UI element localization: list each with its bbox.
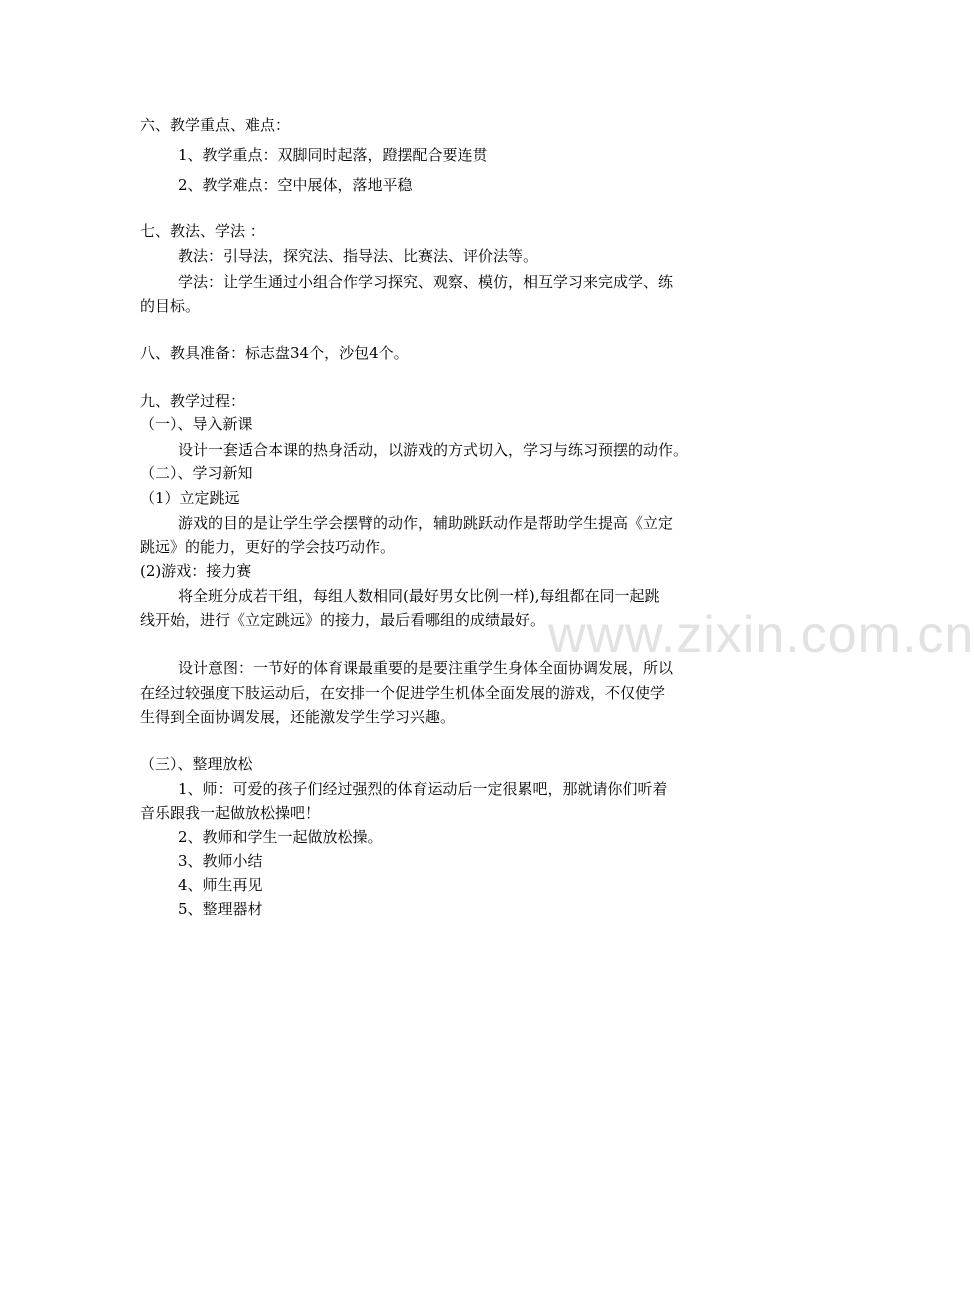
section-8-heading: 八、教具准备：标志盘34个，沙包4个。 bbox=[140, 344, 409, 362]
section-6-heading: 六、教学重点、难点： bbox=[140, 116, 291, 134]
relax-item-1: 1、师：可爱的孩子们经过强烈的体育运动后一定很累吧，那就请你们听着 bbox=[178, 780, 668, 798]
relax-item-1-cont: 音乐跟我一起做放松操吧！ bbox=[140, 804, 321, 822]
relax-item-5: 5、整理器材 bbox=[178, 900, 263, 918]
section-7-learning-methods-cont: 的目标。 bbox=[140, 297, 201, 315]
section-7-learning-methods: 学法：让学生通过小组合作学习探究、观察、模仿，相互学习来完成学、练 bbox=[178, 273, 674, 291]
relax-item-3: 3、教师小结 bbox=[178, 852, 263, 870]
relax-item-4: 4、师生再见 bbox=[178, 876, 263, 894]
section-9-heading: 九、教学过程： bbox=[140, 392, 246, 410]
section-7-teaching-methods: 教法：引导法，探究法、指导法、比赛法、评价法等。 bbox=[178, 247, 539, 265]
design-intent-line-2: 在经过较强度下肢运动后，在安排一个促进学生机体全面发展的游戏，不仅使学 bbox=[140, 684, 666, 702]
sub-1-text: 游戏的目的是让学生学会摆臂的动作，辅助跳跃动作是帮助学生提高《立定 bbox=[178, 514, 674, 532]
part-1-title: （一）、导入新课 bbox=[140, 415, 253, 433]
relax-item-2: 2、教师和学生一起做放松操。 bbox=[178, 828, 383, 846]
section-6-item-1: 1、教学重点：双脚同时起落，蹬摆配合要连贯 bbox=[178, 146, 488, 164]
sub-1-title: （1）立定跳远 bbox=[140, 489, 240, 507]
design-intent-line-1: 设计意图：一节好的体育课最重要的是要注重学生身体全面协调发展，所以 bbox=[178, 659, 674, 677]
sub-2-text-cont: 线开始，进行《立定跳远》的接力，最后看哪组的成绩最好。 bbox=[140, 611, 546, 629]
sub-2-title: (2)游戏：接力赛 bbox=[140, 562, 252, 580]
section-7-heading: 七、教法、学法 ： bbox=[140, 222, 265, 240]
part-1-text: 设计一套适合本课的热身活动，以游戏的方式切入，学习与练习预摆的动作。 bbox=[178, 441, 689, 459]
section-6-item-2: 2、教学难点：空中展体，落地平稳 bbox=[178, 176, 413, 194]
sub-2-text: 将全班分成若干组，每组人数相同(最好男女比例一样),每组都在同一起跳 bbox=[178, 587, 660, 605]
watermark: www.zixin.com.cn bbox=[548, 606, 974, 664]
part-2-title: （二）、学习新知 bbox=[140, 464, 253, 482]
part-3-title: （三）、整理放松 bbox=[140, 755, 253, 773]
sub-1-text-cont: 跳远》的能力，更好的学会技巧动作。 bbox=[140, 538, 396, 556]
design-intent-line-3: 生得到全面协调发展，还能激发学生学习兴趣。 bbox=[140, 708, 456, 726]
